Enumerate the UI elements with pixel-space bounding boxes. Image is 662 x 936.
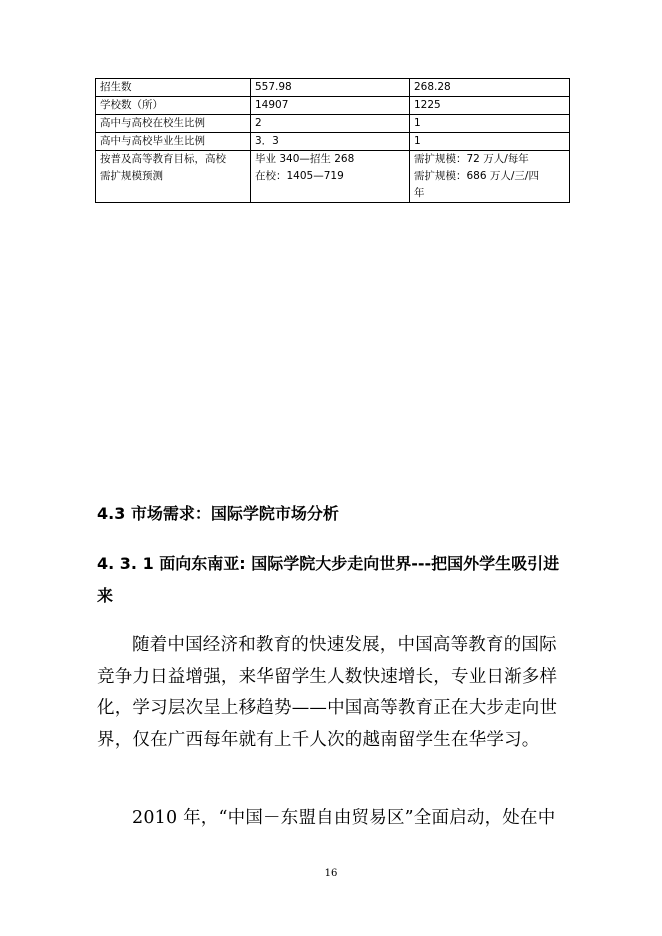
table-cell: 1225: [410, 97, 570, 115]
body-paragraph: 随着中国经济和教育的快速发展，中国高等教育的国际竞争力日益增强，来华留学生人数快速增长，专业日渐多样化，学习层次呈上移趋势——中国高等教育正在大步走向世界，仅在广西每年就有上千人次的越南留学生在华学习。: [97, 635, 558, 750]
table-cell: 高中与高校毕业生比例: [96, 133, 251, 151]
table-row: [96, 115, 570, 133]
table-row: [96, 97, 570, 115]
statistics-table: [95, 78, 570, 203]
table-cell: 学校数（所）: [96, 97, 251, 115]
table-cell: 2: [251, 115, 410, 133]
section-heading: 4.3 市场需求：国际学院市场分析: [97, 504, 339, 523]
table-row: [96, 133, 570, 151]
table-cell: 1: [410, 133, 570, 151]
table-cell: 招生数: [96, 79, 251, 97]
table-row: [96, 79, 570, 97]
table-cell: 高中与高校在校生比例: [96, 115, 251, 133]
table-cell: 3．3: [251, 133, 410, 151]
table-row: [96, 151, 570, 203]
table-cell: 1: [410, 115, 570, 133]
subsection-heading: 4. 3. 1 面向东南亚: 国际学院大步走向世界---把国外学生吸引进来: [97, 554, 560, 605]
page-number: 16: [324, 868, 338, 879]
table-cell: 毕业 340—招生 268 在校：1405—719: [251, 151, 410, 203]
body-paragraph: 2010 年，“中国－东盟自由贸易区”全面启动，处在中: [132, 808, 556, 828]
table-cell: 需扩规模：72 万人/每年 需扩规模：686 万人/三/四 年: [410, 151, 570, 203]
table-cell: 557.98: [251, 79, 410, 97]
table-cell: 14907: [251, 97, 410, 115]
table-cell: 按普及高等教育目标，高校 需扩规模预测: [96, 151, 251, 203]
table-cell: 268.28: [410, 79, 570, 97]
